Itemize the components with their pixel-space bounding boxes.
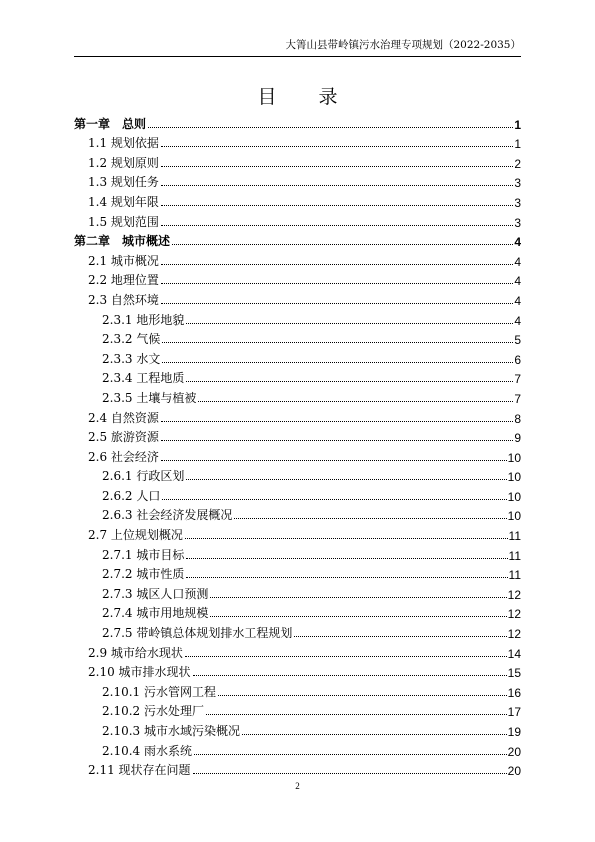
- toc-entry[interactable]: [74, 151, 521, 171]
- toc-entry-label: 1.2 规划原则: [88, 155, 159, 170]
- dot-leader: [294, 636, 506, 637]
- dot-leader: [161, 205, 513, 206]
- toc-entry-page: 1: [514, 137, 521, 152]
- dot-leader: [162, 499, 506, 500]
- toc-entry-label: 2.3.5 土壤与植被: [102, 390, 197, 405]
- toc-entry-label: 1.5 规划范围: [88, 214, 159, 229]
- dot-leader: [206, 714, 507, 715]
- toc-entry-page: 11: [508, 548, 521, 563]
- dot-leader: [185, 538, 508, 539]
- toc-entry[interactable]: [74, 230, 521, 250]
- dot-leader: [198, 401, 513, 402]
- toc-entry-page: 20: [507, 764, 521, 779]
- toc-entry-label: 2.7.3 城区人口预测: [102, 586, 209, 601]
- toc-entry[interactable]: [74, 269, 521, 289]
- toc-entry-page: 10: [507, 489, 521, 504]
- toc-entry-label: 2.3.3 水文: [102, 351, 161, 366]
- toc-entry-page: 12: [507, 587, 521, 602]
- toc-entry-label: 2.7.2 城市性质: [102, 567, 185, 582]
- toc-entry-label: 1.3 规划任务: [88, 175, 159, 190]
- toc-entry-page: 3: [514, 176, 521, 191]
- toc-entry[interactable]: [74, 602, 521, 622]
- running-header: [74, 38, 521, 57]
- toc-entry-page: 11: [508, 529, 521, 544]
- toc-entry[interactable]: [74, 112, 521, 132]
- toc-entry-page: 14: [507, 646, 521, 661]
- toc-entry[interactable]: [74, 759, 521, 779]
- toc-entry-label: 2.3.2 气候: [102, 332, 161, 347]
- toc-entry[interactable]: [74, 465, 521, 485]
- toc-entry-page: 3: [514, 215, 521, 230]
- toc-entry[interactable]: [74, 132, 521, 152]
- toc-entry-label: 2.6 社会经济: [88, 449, 159, 464]
- toc-entry[interactable]: [74, 406, 521, 426]
- toc-entry[interactable]: [74, 367, 521, 387]
- toc-entry-page: 4: [514, 293, 521, 308]
- toc-entry[interactable]: [74, 445, 521, 465]
- toc-entry-page: 2: [514, 156, 521, 171]
- toc-entry-label: 2.10.1 污水管网工程: [102, 684, 216, 699]
- dot-leader: [148, 127, 513, 128]
- toc-entry-label: 1.4 规划年限: [88, 194, 159, 209]
- toc-entry[interactable]: [74, 426, 521, 446]
- toc-entry-page: 19: [507, 725, 521, 739]
- toc-entry-label: 2.1 城市概况: [88, 253, 159, 268]
- toc-entry-page: 7: [514, 372, 521, 387]
- toc-entry[interactable]: [74, 171, 521, 191]
- toc-entry-page: 10: [507, 450, 521, 465]
- dot-leader: [161, 303, 513, 304]
- toc-entry-page: 6: [514, 352, 521, 367]
- dot-leader: [186, 381, 513, 382]
- toc-entry-label: 2.7.5 带岭镇总体规划排水工程规划: [102, 626, 293, 641]
- toc-entry-label: 2.10.3 城市水域污染概况: [102, 724, 240, 738]
- toc-entry[interactable]: [74, 328, 521, 348]
- toc-entry[interactable]: [74, 504, 521, 524]
- toc-entry-label: 第二章 城市概述: [74, 234, 171, 249]
- dot-leader: [193, 675, 507, 676]
- toc-entry-label: 2.2 地理位置: [88, 273, 159, 288]
- toc-entry[interactable]: [74, 700, 521, 720]
- dot-leader: [161, 146, 513, 147]
- toc-entry[interactable]: [74, 347, 521, 367]
- toc-entry-label: 2.9 城市给水现状: [88, 645, 183, 660]
- dot-leader: [161, 166, 513, 167]
- toc-entry[interactable]: [74, 680, 521, 700]
- toc-entry[interactable]: [74, 621, 521, 641]
- toc-entry[interactable]: [74, 563, 521, 583]
- toc-entry[interactable]: [74, 661, 521, 681]
- dot-leader: [162, 342, 513, 343]
- dot-leader: [172, 244, 513, 245]
- toc-entry-label: 2.5 旅游资源: [88, 430, 159, 445]
- dot-leader: [161, 440, 513, 441]
- toc-entry-page: 8: [514, 411, 521, 426]
- toc-entry[interactable]: [74, 249, 521, 269]
- dot-leader: [161, 264, 513, 265]
- table-of-contents: [74, 112, 521, 778]
- toc-entry[interactable]: [74, 523, 521, 543]
- dot-leader: [210, 597, 506, 598]
- running-header-text: 大箐山县带岭镇污水治理专项规划（2022-2035）: [285, 39, 521, 51]
- dot-leader: [242, 734, 507, 735]
- toc-entry-page: 16: [507, 685, 521, 700]
- toc-entry-page: 12: [507, 627, 521, 642]
- toc-entry-page: 7: [514, 391, 521, 406]
- toc-entry-page: 10: [507, 509, 521, 524]
- toc-entry-page: 10: [507, 470, 521, 485]
- toc-entry-label: 2.6.3 社会经济发展概况: [102, 508, 233, 523]
- dot-leader: [186, 323, 513, 324]
- dot-leader: [194, 754, 507, 755]
- dot-leader: [161, 460, 507, 461]
- dot-leader: [161, 283, 513, 284]
- toc-entry[interactable]: [74, 719, 521, 739]
- dot-leader: [186, 577, 507, 578]
- toc-entry[interactable]: [74, 308, 521, 328]
- toc-entry-label: 2.3.1 地形地貌: [102, 312, 185, 327]
- toc-entry-page: 12: [507, 607, 521, 622]
- toc-entry-page: 4: [514, 313, 521, 328]
- toc-entry-label: 2.7.1 城市目标: [102, 547, 185, 562]
- dot-leader: [161, 421, 513, 422]
- toc-entry-page: 11: [508, 568, 521, 583]
- dot-leader: [161, 225, 513, 226]
- dot-leader: [218, 695, 507, 696]
- toc-entry-label: 2.10.2 污水处理厂: [102, 704, 204, 719]
- toc-entry-page: 3: [514, 195, 521, 210]
- toc-entry-label: 2.6.2 人口: [102, 488, 161, 503]
- dot-leader: [186, 558, 507, 559]
- toc-entry-label: 第一章 总则: [74, 116, 147, 131]
- toc-entry[interactable]: [74, 386, 521, 406]
- toc-entry-label: 1.1 规划依据: [88, 136, 159, 151]
- toc-entry-label: 2.6.1 行政区划: [102, 469, 185, 484]
- toc-entry-page: 4: [514, 254, 521, 269]
- toc-entry[interactable]: [74, 739, 521, 759]
- toc-entry-label: 2.3.4 工程地质: [102, 371, 185, 386]
- dot-leader: [234, 518, 506, 519]
- toc-entry-label: 2.4 自然资源: [88, 410, 159, 425]
- dot-leader: [162, 362, 513, 363]
- dot-leader: [193, 773, 507, 774]
- toc-entry-label: 2.10.4 雨水系统: [102, 743, 192, 758]
- toc-entry-page: 4: [514, 274, 521, 289]
- toc-entry[interactable]: [74, 190, 521, 210]
- dot-leader: [185, 656, 507, 657]
- dot-leader: [210, 616, 506, 617]
- toc-entry-page: 15: [507, 666, 521, 681]
- toc-entry[interactable]: [74, 582, 521, 602]
- toc-entry[interactable]: [74, 543, 521, 563]
- toc-entry-page: 20: [507, 744, 521, 759]
- toc-entry-page: 4: [514, 235, 521, 250]
- toc-entry[interactable]: [74, 210, 521, 230]
- page-title: 目 录: [257, 86, 356, 108]
- toc-entry-page: 1: [514, 117, 521, 132]
- toc-entry-page: 5: [514, 333, 521, 348]
- toc-entry[interactable]: [74, 288, 521, 308]
- dot-leader: [186, 479, 506, 480]
- toc-entry-label: 2.11 现状存在问题: [88, 763, 191, 778]
- toc-entry[interactable]: [74, 641, 521, 661]
- toc-entry[interactable]: [74, 484, 521, 504]
- dot-leader: [161, 185, 513, 186]
- toc-entry-page: 9: [514, 431, 521, 446]
- toc-entry-page: 17: [507, 705, 521, 720]
- page-number: 2: [295, 781, 300, 791]
- toc-entry-label: 2.7.4 城市用地规模: [102, 606, 209, 621]
- toc-entry-label: 2.3 自然环境: [88, 292, 159, 307]
- toc-entry-label: 2.10 城市排水现状: [88, 665, 191, 680]
- toc-entry-label: 2.7 上位规划概况: [88, 528, 183, 543]
